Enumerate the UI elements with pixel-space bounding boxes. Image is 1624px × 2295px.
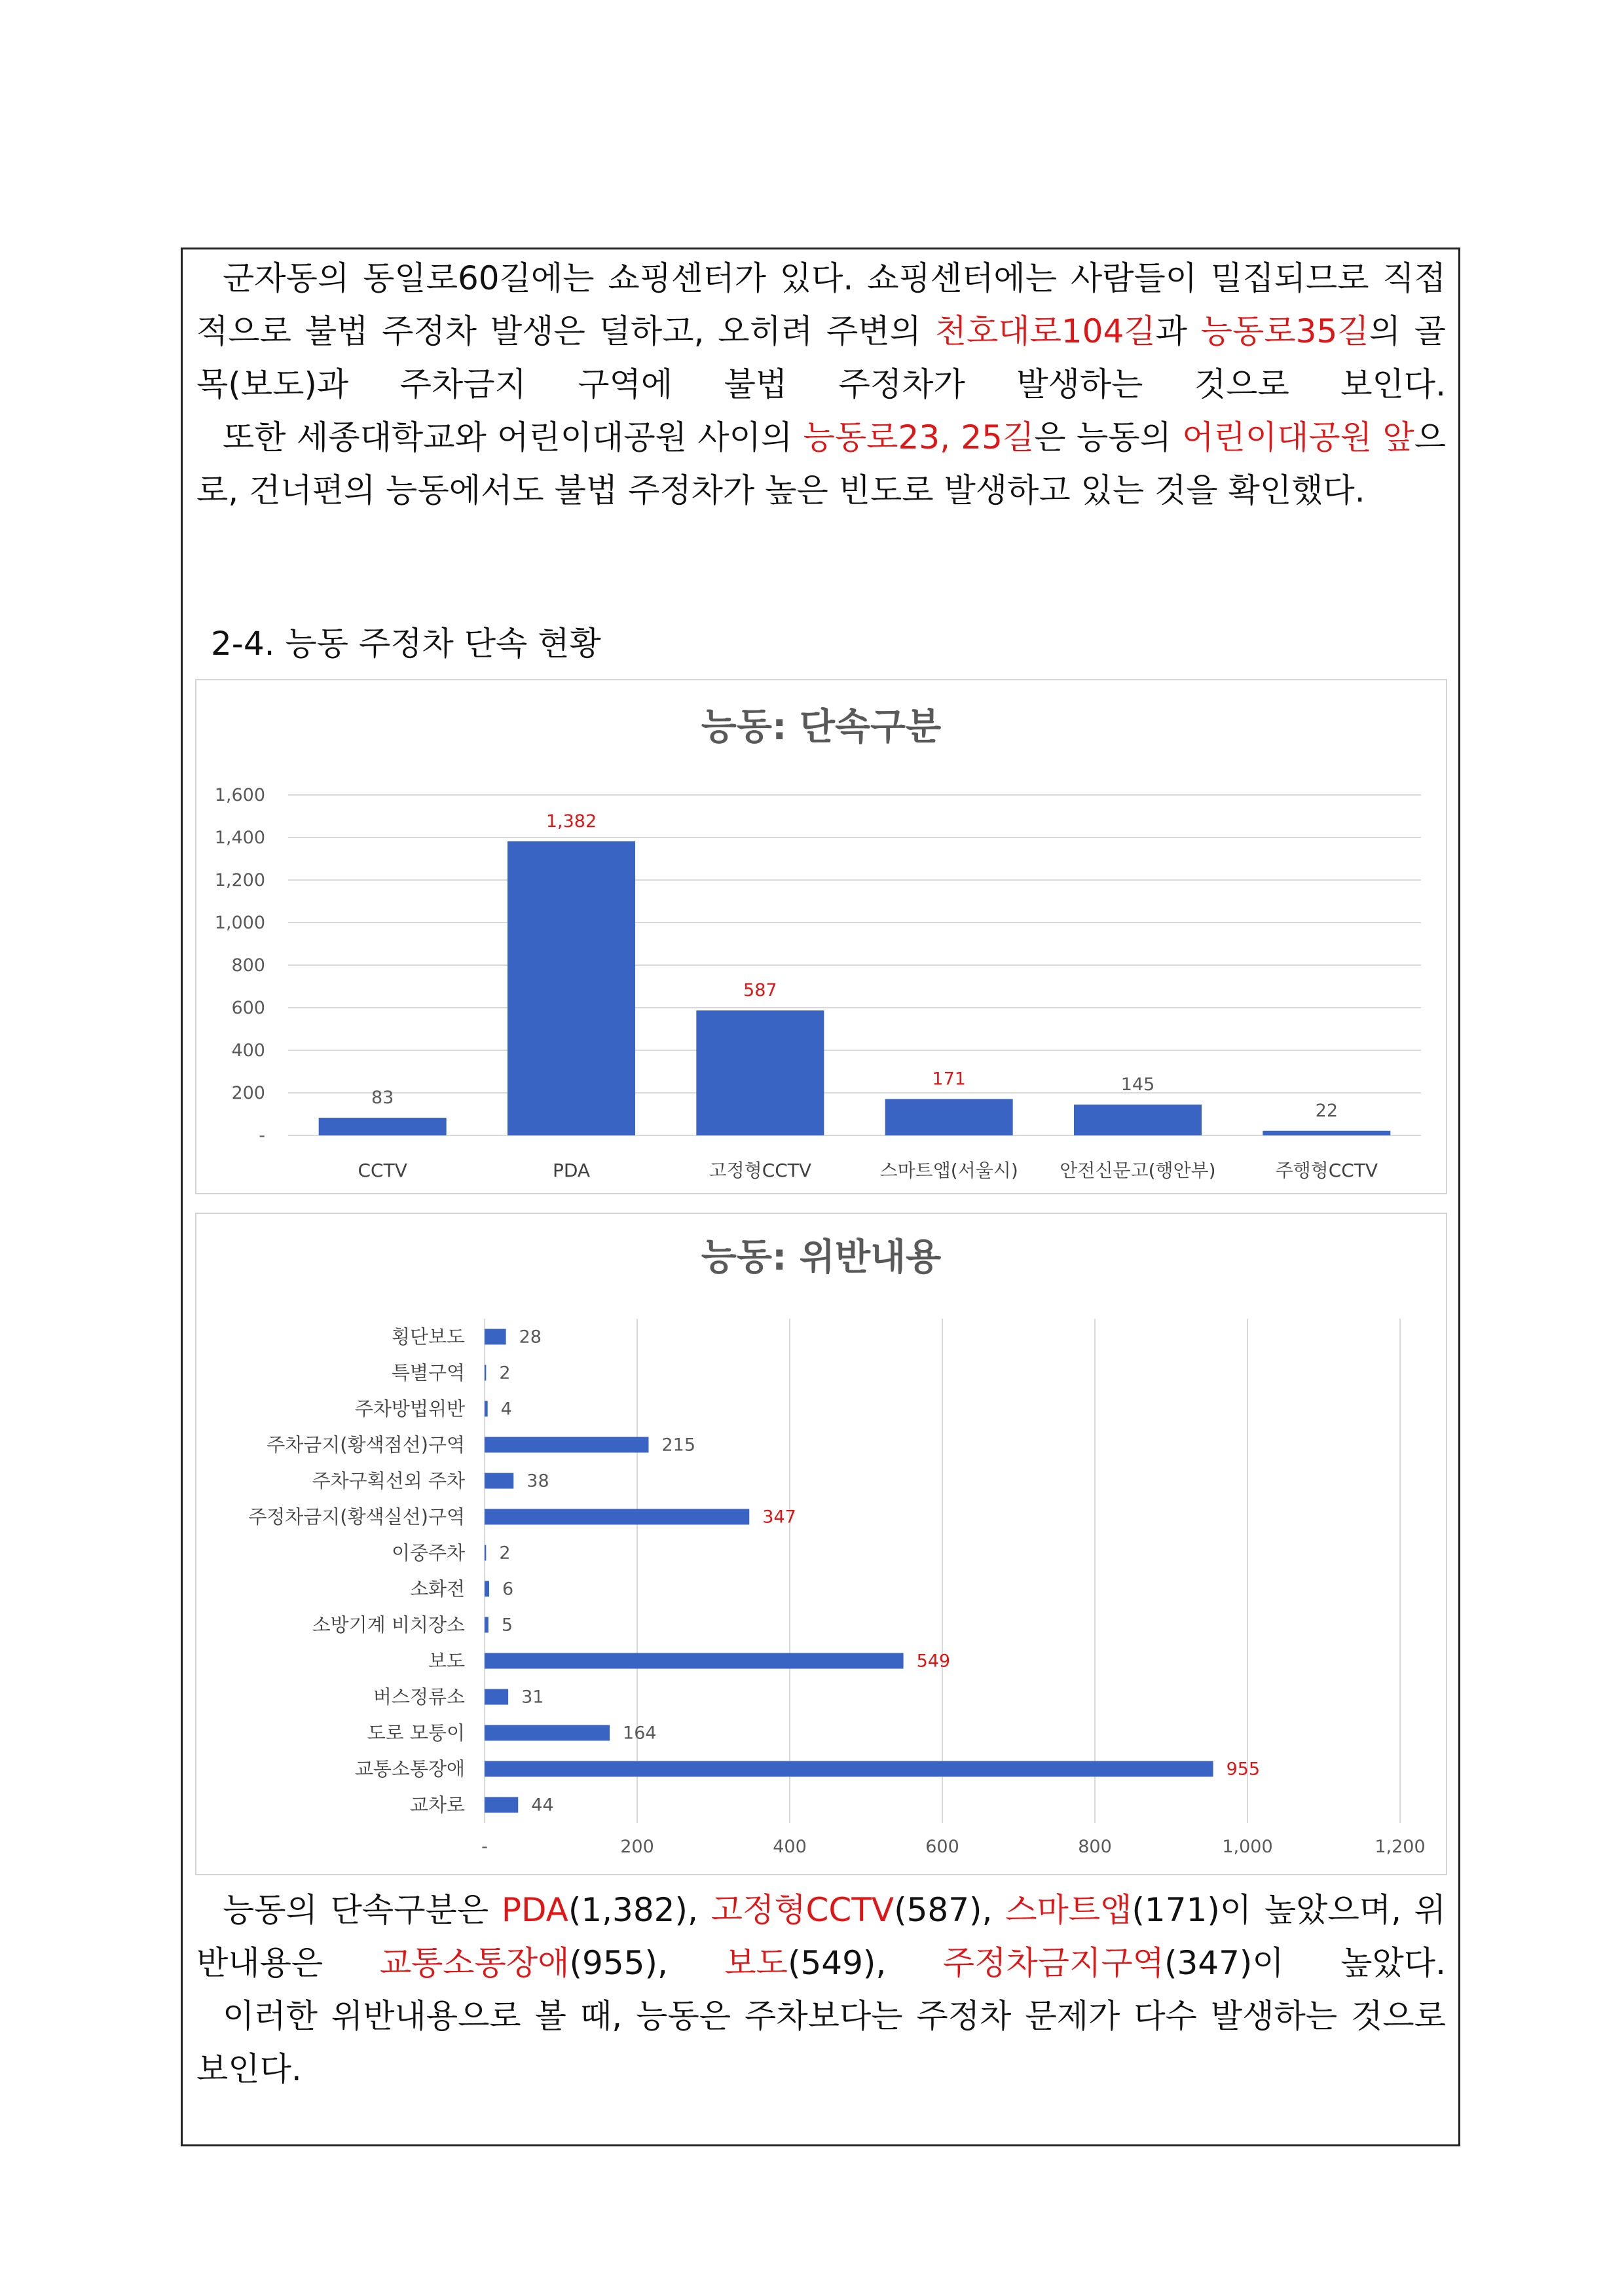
x-tick-label: 1,000 [1222, 1837, 1273, 1857]
bar [1074, 1105, 1202, 1135]
body-text: 과 [1155, 312, 1201, 350]
data-label: 83 [371, 1088, 394, 1109]
y-tick-label: 400 [231, 1040, 265, 1061]
highlight-text: 고정형CCTV [710, 1891, 895, 1929]
data-label: 38 [526, 1471, 549, 1492]
body-text: (549), [787, 1944, 943, 1982]
y-category-label: 교차로 [409, 1793, 465, 1816]
body-text: (347)이 높았다. [1164, 1944, 1446, 1982]
body-text: (955), [569, 1944, 725, 1982]
body-text: (171)이 높았으며, 위반내용은 [196, 1891, 1446, 1982]
bar [485, 1581, 489, 1597]
bar [485, 1689, 508, 1705]
y-tick-label: 200 [231, 1083, 265, 1103]
data-label: 215 [661, 1435, 696, 1456]
y-tick-label: - [259, 1126, 265, 1146]
bar [485, 1653, 904, 1669]
body-text: (1,382), [568, 1891, 711, 1929]
y-tick-label: 1,600 [214, 785, 265, 805]
y-category-label: 소방기계 비치장소 [312, 1613, 465, 1636]
bar [485, 1761, 1213, 1777]
x-tick-label: 200 [620, 1837, 654, 1857]
x-tick-label: 800 [1078, 1837, 1112, 1857]
body-text: 은 능동의 [1034, 418, 1183, 456]
y-tick-label: 1,400 [214, 828, 265, 848]
data-label: 5 [501, 1615, 513, 1636]
chart-title: 능동: 위반내용 [701, 1236, 942, 1279]
highlight-text: 교통소통장애 [379, 1944, 570, 1982]
x-tick-label: - [481, 1837, 488, 1857]
body-text: 군자동의 동일로60길에는 쇼핑센터가 있다. 쇼핑센터에는 사람들이 밀집되므로 직접적으로 불법 주정차 발생은 덜하고, 오히려 주변의 [196, 259, 1446, 350]
paragraph-1 [196, 252, 1446, 411]
y-category-label: 주정차금지(황색실선)구역 [248, 1505, 465, 1528]
violation-type-chart [195, 1213, 1447, 1875]
data-label: 2 [499, 1363, 511, 1384]
y-tick-label: 1,200 [214, 870, 265, 890]
data-label: 4 [500, 1399, 512, 1420]
bar [885, 1099, 1013, 1135]
violation-type-chart-svg [196, 1214, 1446, 1874]
y-category-label: 주차금지(황색점선)구역 [267, 1433, 465, 1456]
data-label: 6 [502, 1579, 514, 1600]
x-category-label: 안전신문고(행안부) [1060, 1160, 1216, 1181]
paragraph-3 [196, 1884, 1446, 1990]
x-tick-label: 1,200 [1375, 1837, 1426, 1857]
y-category-label: 주차방법위반 [354, 1397, 465, 1420]
data-label: 31 [521, 1687, 544, 1708]
y-tick-label: 600 [231, 998, 265, 1018]
body-text: 또한 세종대학교와 어린이대공원 사이의 [223, 418, 803, 456]
bar [1263, 1131, 1390, 1135]
chart-title: 능동: 단속구분 [701, 706, 942, 748]
y-category-label: 교통소통장애 [354, 1757, 465, 1780]
x-tick-label: 400 [773, 1837, 807, 1857]
highlight-text: 천호대로104길 [934, 312, 1156, 350]
enforcement-type-chart-svg [196, 680, 1446, 1193]
y-category-label: 특별구역 [391, 1361, 465, 1384]
highlight-text: 능동로35길 [1200, 312, 1369, 350]
x-tick-label: 600 [925, 1837, 959, 1857]
y-category-label: 도로 모퉁이 [367, 1721, 465, 1744]
bar [485, 1401, 488, 1417]
paragraph-2 [196, 411, 1446, 517]
bar [485, 1617, 489, 1633]
y-tick-label: 1,000 [214, 913, 265, 933]
x-category-label: PDA [552, 1160, 591, 1181]
x-category-label: 고정형CCTV [709, 1160, 812, 1181]
body-text: 의 골목(보도)과 주차금지 구역에 불법 주정차가 발생하는 것으로 보인다. [196, 312, 1446, 403]
bar [507, 841, 635, 1135]
data-label: 1,382 [545, 811, 597, 832]
data-label: 145 [1120, 1074, 1155, 1095]
bar [319, 1118, 447, 1135]
highlight-text: 보도 [724, 1944, 788, 1982]
bar [485, 1329, 506, 1345]
y-category-label: 소화전 [409, 1577, 465, 1600]
y-category-label: 횡단보도 [391, 1325, 465, 1348]
highlight-text: PDA [501, 1891, 568, 1929]
highlight-text: 주정차금지구역 [942, 1944, 1164, 1982]
bar [485, 1797, 518, 1813]
data-label: 44 [531, 1795, 554, 1816]
enforcement-type-chart [195, 679, 1447, 1194]
bar [485, 1473, 513, 1489]
data-label: 28 [519, 1327, 542, 1348]
bar [696, 1010, 824, 1135]
body-text: (587), [894, 1891, 1006, 1929]
x-category-label: 스마트앱(서울시) [879, 1160, 1018, 1181]
data-label: 2 [499, 1543, 511, 1564]
bar [485, 1545, 486, 1561]
y-category-label: 이중주차 [391, 1541, 465, 1564]
data-label: 955 [1226, 1759, 1261, 1780]
y-category-label: 버스정류소 [373, 1685, 465, 1708]
x-category-label: CCTV [358, 1160, 407, 1181]
paragraph-4 [196, 1990, 1446, 2096]
body-text: 으로, 건너편의 능동에서도 불법 주정차가 높은 빈도로 발생하고 있는 것을 확인했다. [196, 418, 1446, 509]
data-label: 164 [623, 1723, 657, 1744]
bar [485, 1365, 486, 1381]
y-category-label: 보도 [428, 1649, 465, 1672]
section-title: 2-4. 능동 주정차 단속 현황 [211, 625, 601, 663]
x-category-label: 주행형CCTV [1275, 1160, 1378, 1181]
body-text: 능동의 단속구분은 [223, 1891, 502, 1929]
bar [485, 1509, 749, 1525]
data-label: 347 [762, 1507, 796, 1528]
bar [485, 1437, 648, 1453]
data-label: 22 [1315, 1100, 1338, 1121]
data-label: 171 [932, 1069, 966, 1090]
data-label: 549 [916, 1651, 951, 1672]
highlight-text: 스마트앱 [1005, 1891, 1132, 1929]
bar [485, 1725, 610, 1741]
body-text: 이러한 위반내용으로 볼 때, 능동은 주차보다는 주정차 문제가 다수 발생하는 것으로 보인다. [196, 1997, 1446, 2088]
highlight-text: 능동로23, 25길 [803, 418, 1035, 456]
data-label: 587 [743, 980, 777, 1001]
highlight-text: 어린이대공원 앞 [1182, 418, 1414, 456]
y-category-label: 주차구획선외 주차 [312, 1469, 465, 1492]
y-tick-label: 800 [231, 955, 265, 976]
